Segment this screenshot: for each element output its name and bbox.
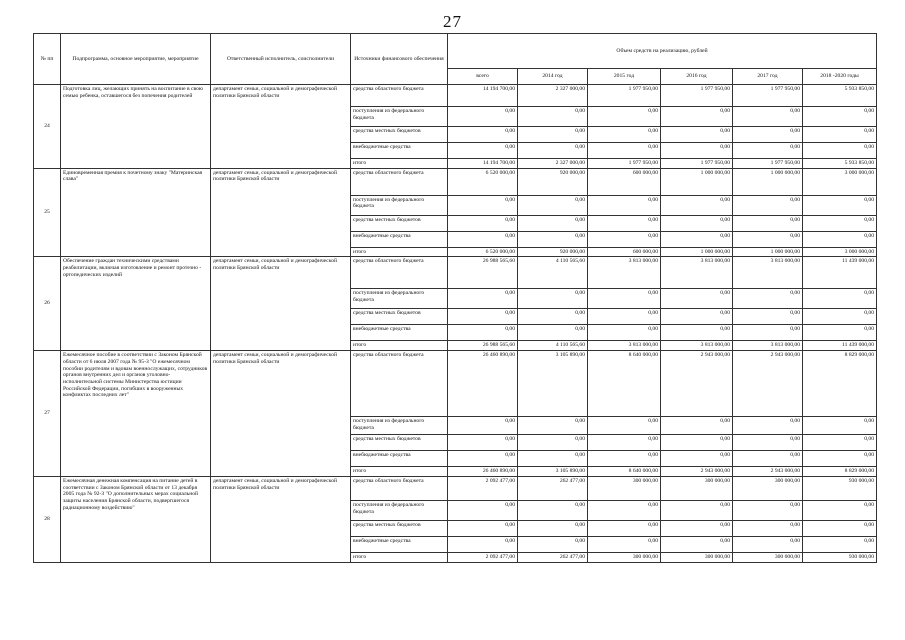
amount-cell: 0,00 xyxy=(518,536,588,552)
amount-cell: 0,00 xyxy=(803,451,877,467)
table-body xyxy=(34,85,877,563)
header-year: всего xyxy=(448,69,518,85)
amount-cell: 1 977 950,00 xyxy=(588,85,661,107)
amount-cell: 0,00 xyxy=(518,520,588,536)
amount-cell: 0,00 xyxy=(803,309,877,325)
table-row xyxy=(34,351,877,417)
amount-cell: 0,00 xyxy=(733,231,803,247)
amount-cell: 0,00 xyxy=(733,536,803,552)
amount-cell: 300 000,00 xyxy=(733,552,803,562)
amount-cell: 1 000 000,00 xyxy=(733,247,803,257)
amount-cell: 0,00 xyxy=(518,195,588,215)
amount-cell: 0,00 xyxy=(448,143,518,159)
header-year: 2015 год xyxy=(588,69,661,85)
executor: департамент семьи, социальной и демографической политики Брянской области xyxy=(211,351,351,477)
amount-cell: 300 000,00 xyxy=(661,552,733,562)
amount-cell: 3 813 000,00 xyxy=(661,257,733,289)
amount-cell: 26 460 890,00 xyxy=(448,351,518,417)
amount-cell: 0,00 xyxy=(448,215,518,231)
funding-source: итого xyxy=(351,159,448,169)
amount-cell: 2 092 477,00 xyxy=(448,552,518,562)
amount-cell: 8 829 000,00 xyxy=(803,467,877,477)
table-row xyxy=(34,257,877,289)
amount-cell: 0,00 xyxy=(448,500,518,520)
amount-cell: 0,00 xyxy=(518,127,588,143)
amount-cell: 0,00 xyxy=(803,500,877,520)
amount-cell: 0,00 xyxy=(448,231,518,247)
row-number: 28 xyxy=(34,476,61,562)
amount-cell: 0,00 xyxy=(661,520,733,536)
amount-cell: 1 977 950,00 xyxy=(733,85,803,107)
amount-cell: 262 477,00 xyxy=(518,552,588,562)
amount-cell: 6 520 000,00 xyxy=(448,168,518,195)
amount-cell: 2 943 000,00 xyxy=(733,351,803,417)
amount-cell: 0,00 xyxy=(803,325,877,341)
amount-cell: 0,00 xyxy=(588,417,661,435)
amount-cell: 0,00 xyxy=(803,520,877,536)
executor: департамент семьи, социальной и демографической политики Брянской области xyxy=(211,85,351,169)
funding-source: средства местных бюджетов xyxy=(351,435,448,451)
amount-cell: 300 000,00 xyxy=(588,552,661,562)
amount-cell: 0,00 xyxy=(733,127,803,143)
amount-cell: 14 194 700,00 xyxy=(448,85,518,107)
funding-source: внебюджетные средства xyxy=(351,536,448,552)
amount-cell: 8 640 000,00 xyxy=(588,467,661,477)
amount-cell: 0,00 xyxy=(803,417,877,435)
funding-source: поступления из федерального бюджета xyxy=(351,195,448,215)
amount-cell: 0,00 xyxy=(588,231,661,247)
amount-cell: 0,00 xyxy=(733,215,803,231)
amount-cell: 0,00 xyxy=(803,143,877,159)
amount-cell: 0,00 xyxy=(448,309,518,325)
amount-cell: 300 000,00 xyxy=(733,476,803,500)
executor: департамент семьи, социальной и демографической политики Брянской области xyxy=(211,168,351,257)
header-no: № пп xyxy=(34,34,61,85)
amount-cell: 0,00 xyxy=(661,143,733,159)
funding-source: средства областного бюджета xyxy=(351,85,448,107)
amount-cell: 0,00 xyxy=(661,536,733,552)
amount-cell: 3 000 000,00 xyxy=(803,168,877,195)
amount-cell: 0,00 xyxy=(661,215,733,231)
amount-cell: 4 110 565,60 xyxy=(518,341,588,351)
funding-source: средства областного бюджета xyxy=(351,351,448,417)
amount-cell: 0,00 xyxy=(588,536,661,552)
amount-cell: 0,00 xyxy=(661,417,733,435)
amount-cell: 3 813 000,00 xyxy=(588,341,661,351)
header-executor: Ответственный исполнитель, соисполнители xyxy=(211,34,351,85)
funding-source: итого xyxy=(351,341,448,351)
amount-cell: 0,00 xyxy=(803,289,877,309)
amount-cell: 0,00 xyxy=(518,435,588,451)
amount-cell: 0,00 xyxy=(448,195,518,215)
amount-cell: 1 000 000,00 xyxy=(733,168,803,195)
amount-cell: 0,00 xyxy=(733,417,803,435)
amount-cell: 0,00 xyxy=(733,451,803,467)
amount-cell: 0,00 xyxy=(661,435,733,451)
amount-cell: 0,00 xyxy=(803,215,877,231)
amount-cell: 0,00 xyxy=(803,231,877,247)
amount-cell: 0,00 xyxy=(588,325,661,341)
row-number: 26 xyxy=(34,257,61,351)
amount-cell: 0,00 xyxy=(588,127,661,143)
funding-source: поступления из федерального бюджета xyxy=(351,500,448,520)
amount-cell: 2 092 477,00 xyxy=(448,476,518,500)
amount-cell: 0,00 xyxy=(803,127,877,143)
amount-cell: 0,00 xyxy=(661,289,733,309)
amount-cell: 0,00 xyxy=(448,325,518,341)
amount-cell: 300 000,00 xyxy=(588,476,661,500)
amount-cell: 0,00 xyxy=(448,520,518,536)
funding-source: поступления из федерального бюджета xyxy=(351,289,448,309)
amount-cell: 0,00 xyxy=(733,500,803,520)
header-year: 2014 год xyxy=(518,69,588,85)
header-source: Источники финансового обеспечения xyxy=(351,34,448,85)
amount-cell: 8 829 000,00 xyxy=(803,351,877,417)
funding-source: итого xyxy=(351,467,448,477)
amount-cell: 3 813 000,00 xyxy=(733,341,803,351)
amount-cell: 0,00 xyxy=(733,289,803,309)
amount-cell: 930 000,00 xyxy=(803,552,877,562)
amount-cell: 0,00 xyxy=(588,309,661,325)
amount-cell: 0,00 xyxy=(518,325,588,341)
amount-cell: 5 933 850,00 xyxy=(803,159,877,169)
amount-cell: 0,00 xyxy=(733,107,803,127)
amount-cell: 0,00 xyxy=(661,127,733,143)
funding-source: поступления из федерального бюджета xyxy=(351,107,448,127)
amount-cell: 3 813 000,00 xyxy=(733,257,803,289)
row-number: 27 xyxy=(34,351,61,477)
amount-cell: 0,00 xyxy=(448,127,518,143)
amount-cell: 0,00 xyxy=(661,107,733,127)
funding-source: внебюджетные средства xyxy=(351,143,448,159)
amount-cell: 0,00 xyxy=(518,231,588,247)
amount-cell: 0,00 xyxy=(448,536,518,552)
executor: департамент семьи, социальной и демографической политики Брянской области xyxy=(211,476,351,562)
funding-source: средства областного бюджета xyxy=(351,476,448,500)
amount-cell: 0,00 xyxy=(518,500,588,520)
measure-name: Обеспечение граждан техническими средствами реабилитации, включая изготовление и ремонт протезно - ортопедических изделий xyxy=(61,257,211,351)
amount-cell: 0,00 xyxy=(448,107,518,127)
page-number: 27 xyxy=(443,12,462,31)
funding-source: средства местных бюджетов xyxy=(351,309,448,325)
amount-cell: 3 105 890,00 xyxy=(518,467,588,477)
funding-source: средства местных бюджетов xyxy=(351,127,448,143)
table-row xyxy=(34,85,877,107)
amount-cell: 1 977 950,00 xyxy=(661,85,733,107)
amount-cell: 0,00 xyxy=(733,325,803,341)
amount-cell: 2 327 000,00 xyxy=(518,159,588,169)
row-number: 25 xyxy=(34,168,61,257)
funding-source: средства местных бюджетов xyxy=(351,215,448,231)
header-year: 2018 -2020 годы xyxy=(803,69,877,85)
amount-cell: 0,00 xyxy=(518,215,588,231)
amount-cell: 0,00 xyxy=(803,536,877,552)
amount-cell: 8 640 000,00 xyxy=(588,351,661,417)
amount-cell: 920 000,00 xyxy=(518,247,588,257)
funding-source: поступления из федерального бюджета xyxy=(351,417,448,435)
measure-name: Единовременная премия к почетному знаку "Материнская слава" xyxy=(61,168,211,257)
amount-cell: 262 477,00 xyxy=(518,476,588,500)
funding-source: внебюджетные средства xyxy=(351,451,448,467)
amount-cell: 0,00 xyxy=(518,451,588,467)
amount-cell: 3 813 000,00 xyxy=(588,257,661,289)
amount-cell: 1 000 000,00 xyxy=(661,168,733,195)
amount-cell: 600 000,00 xyxy=(588,168,661,195)
amount-cell: 11 439 000,00 xyxy=(803,341,877,351)
amount-cell: 0,00 xyxy=(588,520,661,536)
amount-cell: 930 000,00 xyxy=(803,476,877,500)
amount-cell: 0,00 xyxy=(661,195,733,215)
amount-cell: 1 000 000,00 xyxy=(661,247,733,257)
funding-source: итого xyxy=(351,552,448,562)
amount-cell: 0,00 xyxy=(518,309,588,325)
measure-name: Подготовка лиц, желающих принять на воспитание в свою семью ребенка, оставшегося без попечения родителей xyxy=(61,85,211,169)
amount-cell: 0,00 xyxy=(448,451,518,467)
amount-cell: 0,00 xyxy=(661,231,733,247)
amount-cell: 600 000,00 xyxy=(588,247,661,257)
financing-table xyxy=(33,33,877,563)
funding-source: внебюджетные средства xyxy=(351,325,448,341)
amount-cell: 2 943 000,00 xyxy=(661,351,733,417)
amount-cell: 4 110 565,60 xyxy=(518,257,588,289)
amount-cell: 0,00 xyxy=(588,451,661,467)
amount-cell: 0,00 xyxy=(588,107,661,127)
header-name: Подпрограмма, основное мероприятие, мероприятие xyxy=(61,34,211,85)
amount-cell: 0,00 xyxy=(588,289,661,309)
amount-cell: 0,00 xyxy=(803,435,877,451)
amount-cell: 2 943 000,00 xyxy=(733,467,803,477)
amount-cell: 0,00 xyxy=(733,309,803,325)
amount-cell: 0,00 xyxy=(733,143,803,159)
amount-cell: 300 000,00 xyxy=(661,476,733,500)
amount-cell: 3 000 000,00 xyxy=(803,247,877,257)
amount-cell: 6 520 000,00 xyxy=(448,247,518,257)
amount-cell: 5 933 850,00 xyxy=(803,85,877,107)
funding-source: итого xyxy=(351,247,448,257)
amount-cell: 0,00 xyxy=(661,451,733,467)
amount-cell: 26 460 890,00 xyxy=(448,467,518,477)
amount-cell: 0,00 xyxy=(733,195,803,215)
table-header xyxy=(34,34,877,85)
amount-cell: 0,00 xyxy=(588,435,661,451)
funding-source: средства местных бюджетов xyxy=(351,520,448,536)
funding-source: средства областного бюджета xyxy=(351,168,448,195)
funding-source: внебюджетные средства xyxy=(351,231,448,247)
amount-cell: 0,00 xyxy=(733,520,803,536)
table-row xyxy=(34,168,877,195)
amount-cell: 0,00 xyxy=(588,195,661,215)
row-number: 24 xyxy=(34,85,61,169)
amount-cell: 1 977 950,00 xyxy=(733,159,803,169)
amount-cell: 0,00 xyxy=(803,107,877,127)
amount-cell: 0,00 xyxy=(448,289,518,309)
amount-cell: 3 813 000,00 xyxy=(661,341,733,351)
measure-name: Ежемесячное пособие в соответствии с Законом Брянской области от 6 июля 2007 года № 95-З "О ежемесячном пособии родителям и вдовам военнослужащих, сотрудников органов внутренних дел и органов уголовно-исполнительной системы Министерства юстиции Российской Федерации, погибших в вооруженных конфликтах последних лет" xyxy=(61,351,211,477)
amount-cell: 0,00 xyxy=(733,435,803,451)
amount-cell: 0,00 xyxy=(588,143,661,159)
amount-cell: 0,00 xyxy=(448,417,518,435)
measure-name: Ежемесячная денежная компенсация на питание детей в соответствии с Законом Брянской области от 13 декабря 2005 года № 92-З "О дополнительных мерах социальной защиты населения Брянской области, подвергшегося радиационному воздействию" xyxy=(61,476,211,562)
table-row xyxy=(34,476,877,500)
funding-source: средства областного бюджета xyxy=(351,257,448,289)
amount-cell: 0,00 xyxy=(661,500,733,520)
amount-cell: 11 439 000,00 xyxy=(803,257,877,289)
amount-cell: 3 105 890,00 xyxy=(518,351,588,417)
amount-cell: 2 943 000,00 xyxy=(661,467,733,477)
header-year: 2016 год xyxy=(661,69,733,85)
amount-cell: 0,00 xyxy=(518,417,588,435)
header-year: 2017 год xyxy=(733,69,803,85)
header-volume: Объем средств на реализацию, рублей xyxy=(448,34,877,69)
amount-cell: 1 977 950,00 xyxy=(588,159,661,169)
amount-cell: 26 988 565,60 xyxy=(448,341,518,351)
executor: департамент семьи, социальной и демографической политики Брянской области xyxy=(211,257,351,351)
amount-cell: 0,00 xyxy=(661,325,733,341)
amount-cell: 0,00 xyxy=(448,435,518,451)
amount-cell: 0,00 xyxy=(518,107,588,127)
amount-cell: 2 327 000,00 xyxy=(518,85,588,107)
amount-cell: 26 988 565,60 xyxy=(448,257,518,289)
amount-cell: 14 194 700,00 xyxy=(448,159,518,169)
amount-cell: 0,00 xyxy=(518,289,588,309)
amount-cell: 1 977 950,00 xyxy=(661,159,733,169)
amount-cell: 0,00 xyxy=(661,309,733,325)
amount-cell: 0,00 xyxy=(803,195,877,215)
amount-cell: 0,00 xyxy=(518,143,588,159)
amount-cell: 0,00 xyxy=(588,500,661,520)
amount-cell: 0,00 xyxy=(588,215,661,231)
amount-cell: 920 000,00 xyxy=(518,168,588,195)
